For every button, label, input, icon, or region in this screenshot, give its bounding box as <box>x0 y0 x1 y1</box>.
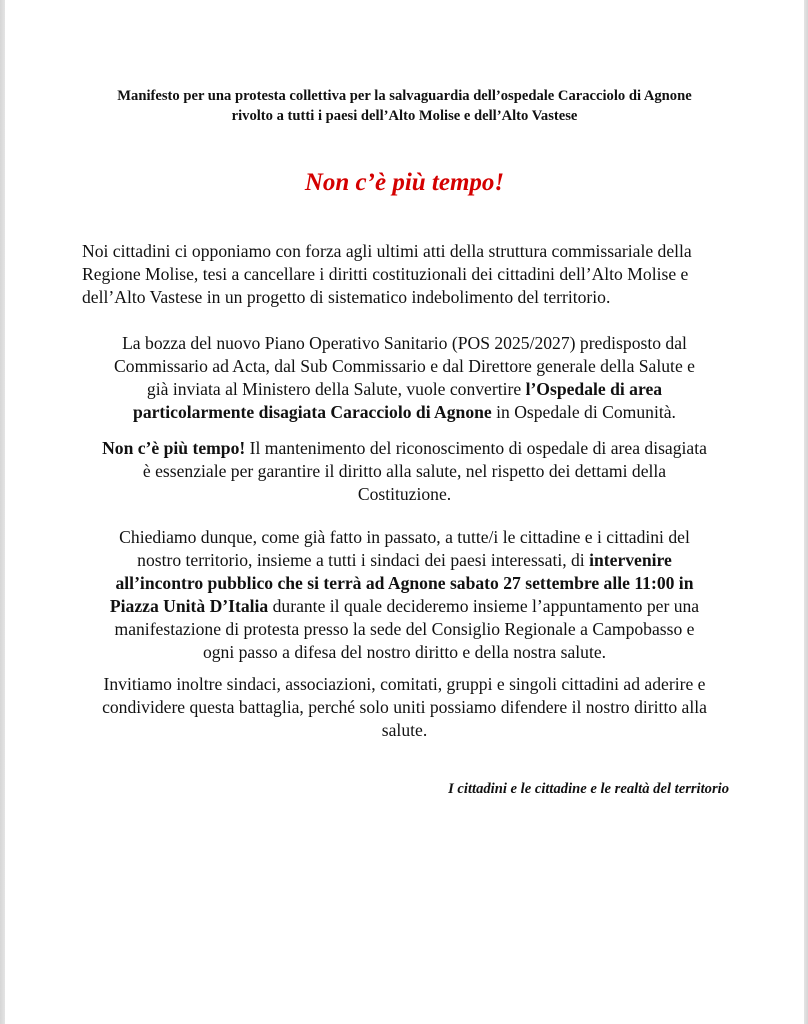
document-signature: I cittadini e le cittadine e le realtà del territorio <box>448 781 729 797</box>
paragraph-4-emphasis: Piazza Unità D’Italia <box>109 596 269 616</box>
paragraph-3 <box>5 437 804 506</box>
document-page <box>5 0 804 1024</box>
paragraph-2-line: La bozza del nuovo Piano Operativo Sanitario (POS 2025/2027) predisposto dal <box>122 333 687 353</box>
paragraph-1-line: Regione Molise, tesi a cancellare i diritti costituzionali dei cittadini dell’Alto Molise e <box>82 264 689 284</box>
paragraph-3-emphasis: Non c’è più tempo! <box>102 438 246 458</box>
paragraph-2 <box>5 332 804 424</box>
paragraph-4 <box>5 526 804 664</box>
paragraph-4-line: manifestazione di protesta presso la sede del Consiglio Regionale a Campobasso e <box>114 619 695 639</box>
page-edge-right <box>804 0 808 1024</box>
paragraph-4-text: nostro territorio, insieme a tutti i sindaci dei paesi interessati, di <box>137 550 590 570</box>
header-line-1: Manifesto per una protesta collettiva per la salvaguardia dell’ospedale Caracciolo di Agnone <box>117 88 692 104</box>
paragraph-4-line <box>5 595 804 618</box>
paragraph-1 <box>82 240 692 309</box>
paragraph-4-line <box>5 549 804 572</box>
paragraph-4-text: durante il quale decideremo insieme l’appuntamento per una <box>268 596 700 616</box>
paragraph-3-text: Il mantenimento del riconoscimento di ospedale di area disagiata <box>245 438 707 458</box>
paragraph-2-line <box>5 401 804 424</box>
paragraph-5-line: Invitiamo inoltre sindaci, associazioni, comitati, gruppi e singoli cittadini ad aderire e <box>103 674 706 694</box>
paragraph-2-line: Commissario ad Acta, dal Sub Commissario e dal Direttore generale della Salute e <box>114 356 695 376</box>
paragraph-2-line <box>5 378 804 401</box>
header-line-2: rivolto a tutti i paesi dell’Alto Molise e dell’Alto Vastese <box>231 108 578 124</box>
paragraph-5 <box>5 673 804 742</box>
paragraph-5-line: salute. <box>381 720 428 740</box>
paragraph-4-emphasis: all’incontro pubblico che si terrà ad Agnone sabato 27 settembre alle 11:00 in <box>115 573 694 593</box>
document-title: Non c’è più tempo! <box>304 169 505 196</box>
paragraph-4-line: ogni passo a difesa del nostro diritto e della nostra salute. <box>202 642 607 662</box>
document-header <box>5 86 804 126</box>
paragraph-3-line <box>5 437 804 460</box>
paragraph-2-text: in Ospedale di Comunità. <box>491 402 676 422</box>
paragraph-4-line: Chiediamo dunque, come già fatto in passato, a tutte/i le cittadine e i cittadini del <box>119 527 690 547</box>
paragraph-1-line: Noi cittadini ci opponiamo con forza agli ultimi atti della struttura commissariale della <box>82 241 692 261</box>
paragraph-2-emphasis: l’Ospedale di area <box>525 379 663 399</box>
paragraph-5-line: condividere questa battaglia, perché solo uniti possiamo difendere il nostro diritto alla <box>102 697 707 717</box>
paragraph-1-line: dell’Alto Vastese in un progetto di sistematico indebolimento del territorio. <box>82 287 611 307</box>
paragraph-3-line: è essenziale per garantire il diritto alla salute, nel rispetto dei dettami della <box>142 461 667 481</box>
paragraph-3-line: Costituzione. <box>357 484 452 504</box>
paragraph-4-line <box>5 572 804 595</box>
paragraph-2-text: già inviata al Ministero della Salute, vuole convertire <box>146 379 526 399</box>
paragraph-4-emphasis: intervenire <box>589 550 672 570</box>
paragraph-2-emphasis: particolarmente disagiata Caracciolo di Agnone <box>133 402 492 422</box>
